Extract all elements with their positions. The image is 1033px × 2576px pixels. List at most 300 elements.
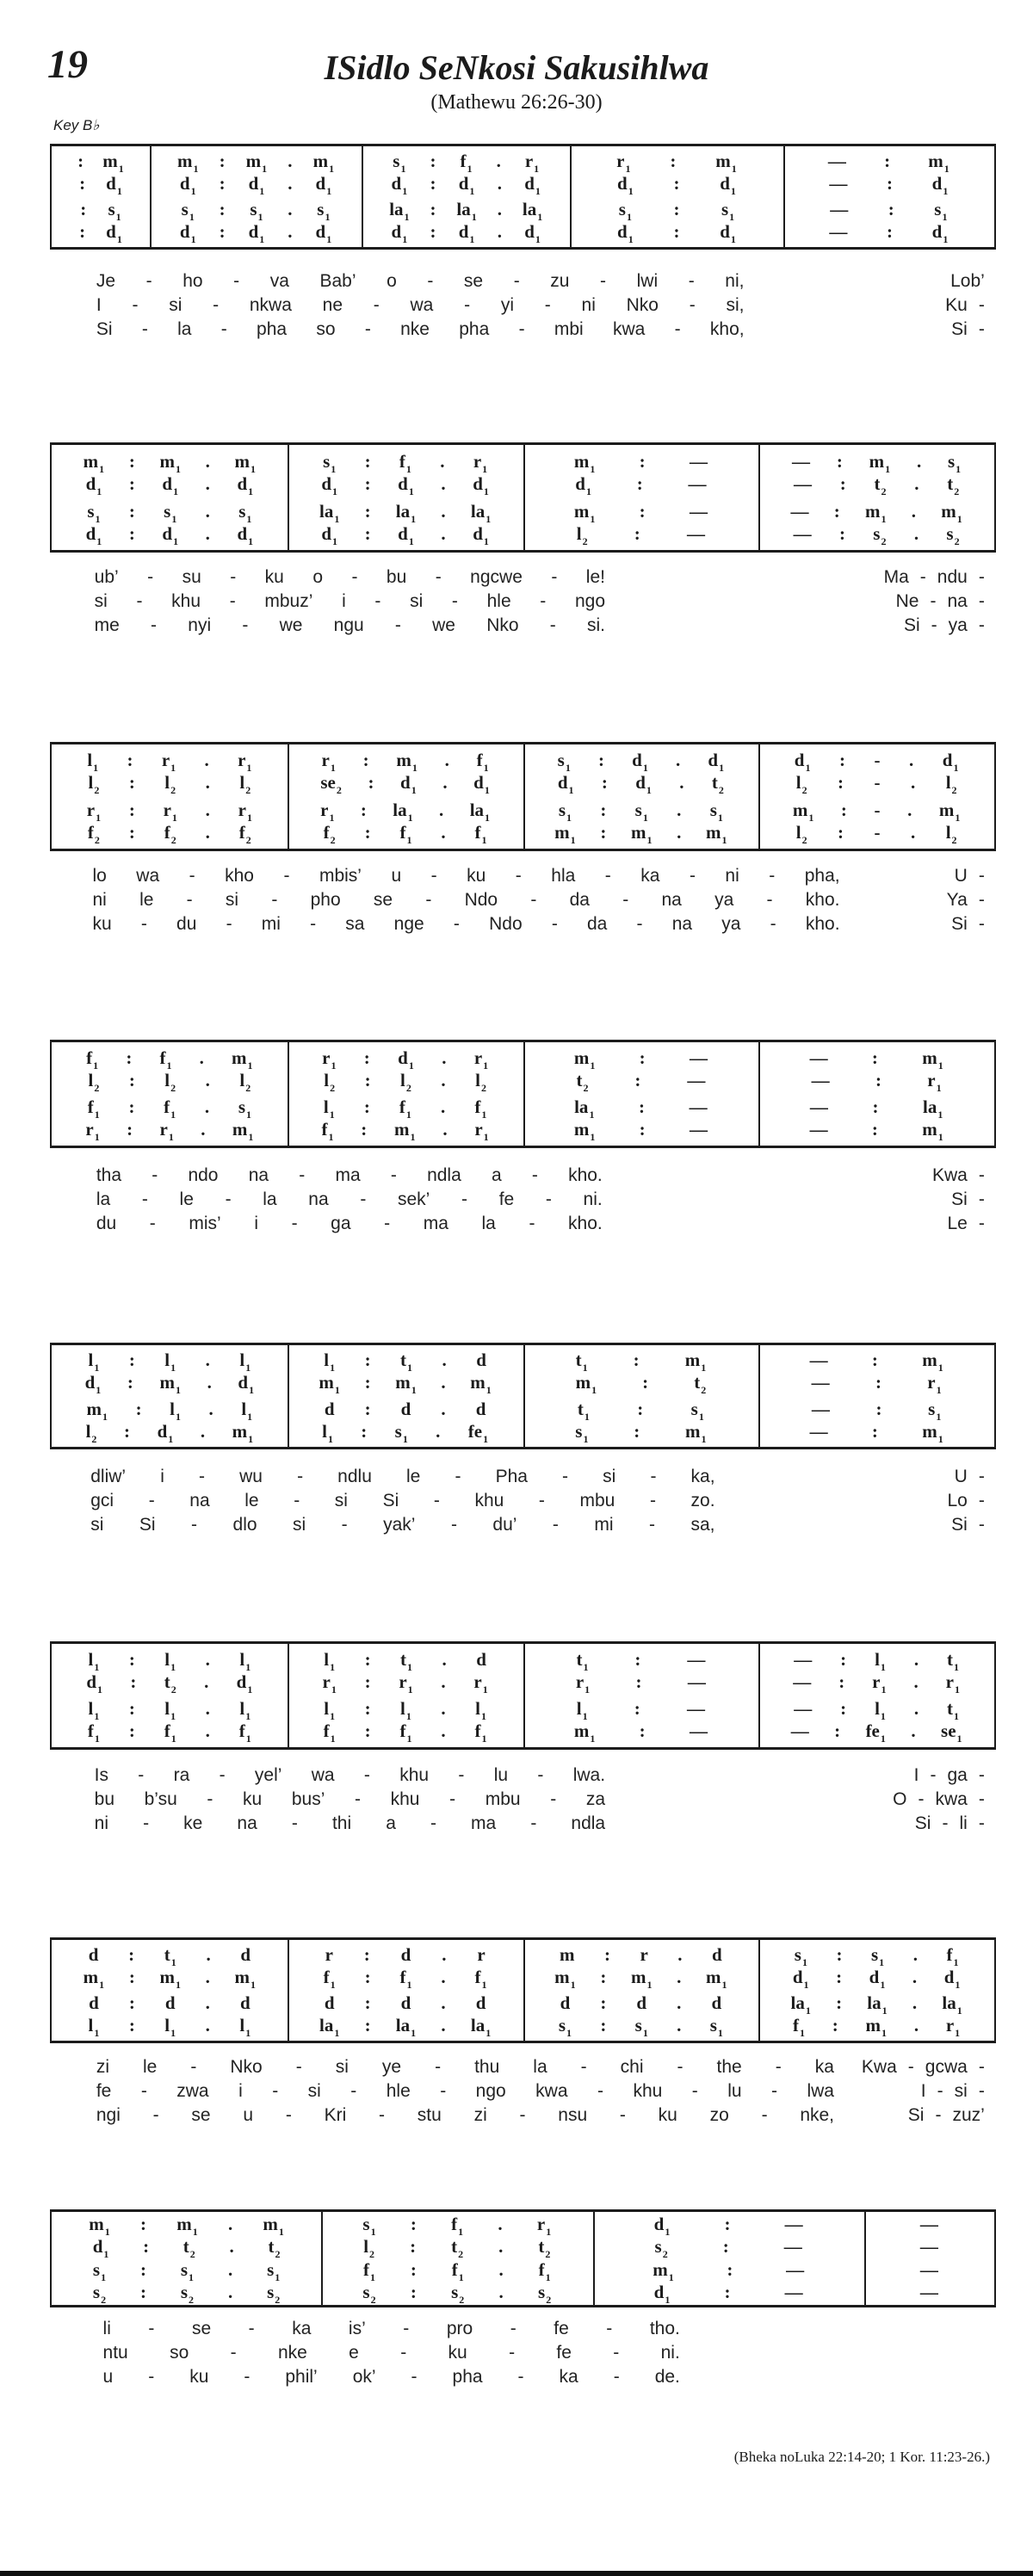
octave-subscript: 1 (570, 833, 576, 846)
solfa-token: $la_1$ (867, 1992, 888, 2017)
octave-subscript: 1 (408, 485, 414, 497)
solfa-token: $l_2$ (239, 772, 251, 797)
solfa-token: . (441, 1671, 446, 1692)
barline (758, 1940, 760, 2041)
octave-subscript: 1 (245, 2027, 251, 2040)
octave-subscript: 2 (480, 1081, 486, 1094)
solfa-token: . (498, 2235, 504, 2257)
solfa-token: $s_1$ (181, 199, 195, 224)
solfa-token: $se_2$ (320, 772, 342, 797)
lyric-syllable: Si (903, 615, 920, 635)
lyric-syllable: nke (277, 2343, 307, 2363)
measure (523, 1350, 759, 1374)
lyric-hyphen: - (285, 2105, 292, 2125)
lyric-syllable: zo (709, 2105, 729, 2125)
solfa-token: . (916, 450, 922, 472)
solfa-token: $r_1$ (322, 1047, 337, 1072)
solfa-token: $l_1$ (324, 1698, 336, 1723)
lyric-syllable: lwa (807, 2081, 834, 2101)
lyric-hyphen: - (341, 1515, 348, 1535)
solfa-token: . (913, 522, 919, 544)
octave-subscript: 1 (953, 1955, 959, 1968)
lyric-line (50, 866, 996, 890)
solfa-token: $l_1$ (88, 1698, 100, 1723)
octave-subscript: 1 (115, 211, 121, 224)
solfa-token: : (840, 1698, 847, 1720)
solfa-token: : (364, 1350, 371, 1371)
measure (150, 172, 362, 197)
solfa-token: . (441, 1372, 446, 1393)
octave-subscript: 1 (955, 1978, 961, 1991)
solfa-token: $l_1$ (88, 2015, 100, 2040)
solfa-token: . (441, 1698, 446, 1720)
solfa-token: $r_1$ (159, 1119, 174, 1144)
solfa-token: : (839, 473, 846, 494)
octave-subscript: 2 (718, 784, 724, 797)
solfa-token: $m_1$ (922, 1047, 943, 1072)
solfa-token: $t_1$ (577, 1398, 590, 1423)
solfa-token: $m_1$ (263, 2213, 284, 2238)
solfa-token: $l_1$ (475, 1698, 486, 1723)
lyric-hyphen: - (233, 271, 240, 291)
measure (570, 150, 782, 175)
solfa-token: $d_1$ (106, 172, 122, 197)
lyric-syllable: ni. (660, 2343, 680, 2363)
lyric-syllable: fe (554, 2319, 569, 2338)
barline (288, 1644, 289, 1747)
solfa-token: : (364, 821, 371, 843)
solfa-token: : (128, 1069, 135, 1090)
lyric-hyphen: - (540, 591, 547, 611)
measure (758, 1992, 994, 2017)
solfa-token: $m_1$ (706, 1966, 727, 1991)
lyric-syllable: Si (139, 1515, 156, 1535)
octave-subscript: 1 (585, 1683, 591, 1696)
solfa-token: $m_1$ (573, 1119, 596, 1144)
barline (783, 146, 785, 247)
solfa-token: . (436, 1420, 441, 1442)
octave-subscript: 1 (937, 1131, 943, 1144)
solfa-token: : (603, 1943, 610, 1965)
octave-subscript: 1 (175, 1384, 181, 1397)
voice-row (52, 172, 994, 195)
lyric-line (50, 1491, 996, 1515)
octave-subscript: 2 (881, 534, 887, 547)
lyric-syllable: wa (410, 295, 434, 315)
solfa-token: : (79, 172, 86, 194)
solfa-token: — (809, 1119, 828, 1140)
measure (783, 172, 994, 197)
lyric-hyphen: - (140, 914, 147, 934)
solfa-token: d (240, 1943, 251, 1965)
lyric-syllable: li (959, 1813, 968, 1833)
lyric-hyphen: - (191, 1515, 198, 1535)
lyric-right (908, 2105, 985, 2126)
solfa-token: $m_1$ (86, 1398, 108, 1423)
solfa-token: — (794, 1698, 813, 1720)
solfa-token: : (364, 1720, 371, 1742)
lyric-syllable: le (143, 2057, 158, 2077)
solfa-token: $m_1$ (319, 1372, 340, 1397)
solfa-token: . (498, 2282, 504, 2303)
barline (523, 1644, 525, 1747)
solfa-token: : (364, 2015, 371, 2036)
octave-subscript: 1 (259, 233, 265, 246)
solfa-token: $la_1$ (470, 2015, 492, 2040)
lyric-main (90, 1491, 714, 1511)
lyric-syllable: la (263, 1189, 277, 1209)
solfa-token: $d_1$ (92, 2235, 109, 2260)
octave-subscript: 2 (582, 534, 588, 547)
measure (52, 1398, 288, 1423)
solfa-token: . (441, 1398, 446, 1419)
solfa-token: $d_1$ (575, 473, 591, 497)
barline (288, 1042, 289, 1146)
lyric-hyphen: - (379, 2105, 386, 2125)
octave-subscript: 1 (116, 233, 122, 246)
lyric-syllable: fe (556, 2343, 572, 2363)
solfa-token: $d_1$ (391, 221, 408, 246)
lyric-syllable: Je (96, 271, 116, 291)
solfa-token: : (363, 1047, 370, 1068)
octave-subscript: 1 (192, 2225, 198, 2238)
lyric-syllable: la (177, 319, 192, 339)
barline (288, 1940, 289, 2041)
solfa-token: : (410, 2259, 417, 2281)
lyric-hyphen: - (138, 1765, 145, 1785)
solfa-token: $s_2$ (92, 2282, 107, 2307)
lyric-hyphen: - (530, 890, 537, 910)
solfa-token: $m_1$ (159, 1966, 181, 1991)
solfa-token: . (442, 1943, 447, 1965)
octave-subscript: 1 (954, 1710, 960, 1723)
lyric-syllable: Le (947, 1214, 968, 1233)
lyric-syllable: kho (225, 866, 254, 886)
octave-subscript: 1 (730, 184, 736, 197)
solfa-token: . (205, 450, 210, 472)
lyric-syllable: kho. (805, 890, 840, 910)
octave-subscript: 1 (698, 1410, 704, 1423)
solfa-token: . (497, 172, 502, 194)
lyric-line (50, 1765, 996, 1789)
solfa-token: $m_1$ (554, 1966, 576, 1991)
solfa-token: $d_1$ (794, 750, 811, 775)
solfa-token: . (441, 1992, 446, 2014)
solfa-token: : (634, 1069, 641, 1090)
solfa-token: $m_1$ (102, 150, 124, 175)
solfa-token: $d_1$ (942, 750, 959, 775)
solfa-token: . (205, 2015, 210, 2036)
solfa-token: — (790, 500, 809, 522)
solfa-token: $r_1$ (399, 1671, 413, 1696)
solfa-token: . (912, 1966, 918, 1987)
octave-subscript: 1 (103, 2247, 109, 2260)
solfa-token: : (634, 1648, 641, 1670)
lyric-syllable: ni, (725, 271, 745, 291)
solfa-token: : (639, 1119, 646, 1140)
solfa-token: $r_1$ (945, 2015, 961, 2040)
lyric-syllable: la (533, 2057, 547, 2077)
octave-subscript: 1 (458, 2225, 464, 2238)
lyric-syllable: u (243, 2105, 254, 2125)
measure (758, 522, 994, 547)
lyric-syllable: e (349, 2343, 359, 2363)
solfa-token: $l_1$ (323, 1096, 335, 1121)
solfa-token: d (88, 1943, 99, 1965)
solfa-token: : (639, 1096, 646, 1118)
lyric-syllable: ndu (937, 567, 968, 587)
octave-subscript: 1 (565, 762, 571, 775)
lyric-line (50, 1189, 996, 1214)
solfa-token: $s_1$ (634, 799, 648, 824)
solfa-token: : (838, 522, 845, 544)
solfa-token: $s_1$ (709, 2015, 723, 2040)
solfa-token: $m_1$ (470, 1372, 492, 1397)
octave-subscript: 1 (99, 1978, 105, 1991)
solfa-token: — (811, 1372, 830, 1393)
measure (758, 750, 994, 775)
solfa-token: . (288, 150, 293, 171)
solfa-token: . (439, 799, 444, 820)
measure (288, 1994, 523, 2012)
octave-subscript: 1 (956, 512, 962, 525)
octave-subscript: 1 (467, 162, 473, 175)
lyric-hyphen: - (545, 1189, 552, 1209)
solfa-token: — (689, 1720, 708, 1742)
solfa-token: $s_2$ (451, 2282, 465, 2307)
lyric-hyphen: - (425, 890, 432, 910)
octave-subscript: 2 (94, 1081, 100, 1094)
lyric-hyphen: - (433, 1491, 440, 1510)
lyric-syllable: Si (951, 1189, 968, 1209)
octave-subscript: 2 (189, 2247, 195, 2260)
solfa-token: . (441, 500, 446, 522)
solfa-token: $t_1$ (400, 1350, 413, 1374)
lyric-syllable: tha (96, 1165, 122, 1185)
lyric-syllable: ye (381, 2057, 402, 2077)
solfa-token: $m_1$ (159, 450, 181, 475)
solfa-token: $f_1$ (474, 1966, 487, 1991)
measure (758, 500, 994, 525)
solfa-token: $la_1$ (389, 199, 410, 224)
octave-subscript: 1 (568, 784, 574, 797)
solfa-token: $m_1$ (865, 500, 887, 525)
solfa-token: : (635, 1671, 642, 1692)
measure (52, 500, 288, 525)
measure (864, 2261, 994, 2279)
solfa-token: — (689, 1047, 708, 1068)
lyrics-block (50, 1165, 996, 1238)
octave-subscript: 1 (245, 1362, 251, 1374)
solfa-token: . (207, 1372, 212, 1393)
solfa-token: . (441, 473, 446, 494)
solfa-token: . (912, 1943, 918, 1965)
measure (362, 199, 570, 224)
solfa-token: — (687, 1069, 706, 1090)
measure (52, 2282, 321, 2307)
solfa-token: : (639, 500, 646, 522)
lyric-syllable: si (225, 890, 239, 910)
solfa-token: $m_1$ (394, 1119, 416, 1144)
octave-subscript: 1 (881, 2027, 888, 2040)
solfa-token: : (634, 1420, 640, 1442)
lyric-syllable: is’ (348, 2319, 366, 2338)
octave-subscript: 1 (168, 1131, 174, 1144)
lyric-hyphen: - (351, 567, 358, 587)
octave-subscript: 1 (584, 1410, 590, 1423)
solfa-token: $l_2$ (475, 1069, 486, 1094)
lyric-syllable: na (661, 890, 682, 910)
octave-subscript: 1 (331, 1059, 337, 1072)
solfa-token: . (227, 2213, 233, 2234)
solfa-token: $d_1$ (238, 1372, 255, 1397)
lyric-hyphen: - (350, 2081, 357, 2101)
octave-subscript: 1 (407, 1660, 413, 1673)
lyric-syllable: Nko (486, 615, 519, 635)
measure (288, 1119, 523, 1144)
solfa-token: $t_1$ (947, 1698, 960, 1723)
solfa-token: : (128, 522, 135, 544)
lyric-line (50, 914, 996, 938)
octave-subscript: 1 (471, 211, 477, 224)
lyric-line (50, 890, 996, 914)
lyric-hyphen: - (650, 1467, 657, 1486)
solfa-token: $m_1$ (715, 150, 737, 175)
solfa-token: $s_1$ (575, 1420, 589, 1445)
lyric-syllable: Kwa (861, 2057, 897, 2077)
lyric-hyphen: - (435, 2057, 442, 2077)
lyric-syllable: mbu (485, 1789, 521, 1809)
lyric-syllable: lwi (636, 271, 659, 291)
lyric-syllable: o (312, 567, 323, 587)
solfa-token: d (89, 1992, 99, 2014)
octave-subscript: 1 (104, 2225, 110, 2238)
lyric-hyphen: - (769, 866, 776, 886)
lyric-syllable: la (481, 1214, 496, 1233)
octave-subscript: 1 (590, 462, 596, 475)
lyric-syllable: the (716, 2057, 742, 2077)
solfa-token: $m_1$ (176, 150, 199, 175)
solfa-token: $s_1$ (928, 1398, 942, 1423)
lyric-main (92, 866, 839, 886)
lyric-syllable: Is (94, 1765, 108, 1785)
solfa-token: $m_1$ (83, 1966, 105, 1991)
solfa-token: d (324, 1992, 335, 2014)
lyric-syllable: ka (640, 866, 660, 886)
solfa-token: $f_1$ (460, 150, 473, 175)
measure (523, 1671, 759, 1696)
solfa-token: : (875, 1069, 881, 1090)
measure (758, 1943, 994, 1968)
measure (150, 150, 362, 175)
solfa-token: $f_1$ (159, 1047, 172, 1072)
lyric-hyphen: - (294, 1491, 300, 1510)
solfa-token: $d_1$ (236, 1671, 253, 1696)
solfa-token: $m_1$ (176, 2213, 198, 2238)
octave-subscript: 1 (406, 1733, 412, 1745)
solfa-token: : (872, 1096, 879, 1118)
octave-subscript: 1 (646, 1978, 653, 1991)
solfa-token: $m_1$ (684, 1420, 707, 1445)
octave-subscript: 2 (245, 784, 251, 797)
lyric-syllable: zu (550, 271, 570, 291)
lyric-hyphen: - (363, 1765, 370, 1785)
lyric-hyphen: - (394, 615, 401, 635)
solfa-token: : (833, 500, 840, 522)
lyric-hyphen: - (225, 1189, 232, 1209)
lyric-hyphen: - (242, 615, 249, 635)
solfa-token: — (784, 2282, 803, 2303)
lyric-hyphen: - (978, 890, 985, 910)
measure (570, 172, 782, 197)
solfa-token: d (324, 1398, 335, 1419)
octave-subscript: 1 (731, 162, 737, 175)
lyric-syllable: si (603, 1467, 616, 1486)
solfa-token: : (130, 1671, 137, 1692)
lyric-syllable: kwa (935, 1789, 968, 1809)
octave-subscript: 1 (330, 1660, 336, 1673)
solfa-token: $d_1$ (720, 221, 736, 246)
octave-subscript: 2 (336, 784, 342, 797)
solfa-token: $s_1$ (267, 2259, 281, 2284)
solfa-token: . (440, 450, 445, 472)
voice-row (52, 2213, 994, 2238)
lyric-right (951, 914, 985, 935)
lyric-hyphen: - (978, 295, 985, 315)
solfa-token: — (919, 2282, 938, 2303)
solfa-token: — (687, 1698, 705, 1720)
lyric-syllable: se (373, 890, 393, 910)
solfa-token: . (441, 522, 446, 544)
octave-subscript: 1 (175, 1410, 181, 1423)
lyric-hyphen: - (580, 2057, 587, 2077)
solfa-token: : (598, 750, 604, 771)
lyric-syllable: sek’ (397, 1189, 430, 1209)
octave-subscript: 1 (626, 211, 632, 224)
lyric-hyphen: - (771, 2081, 778, 2101)
octave-subscript: 1 (483, 534, 489, 547)
lyric-hyphen: - (907, 2057, 914, 2077)
lyric-hyphen: - (141, 319, 148, 339)
octave-subscript: 1 (171, 512, 177, 525)
lyric-syllable: ke (183, 1813, 203, 1833)
measure (52, 1119, 288, 1144)
solfa-token: — (687, 1648, 706, 1670)
solfa-token: . (441, 1720, 446, 1742)
octave-subscript: 1 (329, 811, 335, 824)
solfa-token: $d_1$ (931, 221, 949, 246)
measure (523, 1096, 759, 1121)
octave-subscript: 1 (329, 162, 335, 175)
measure (52, 1047, 288, 1072)
measure (758, 1648, 994, 1673)
lyric-syllable: Ya (946, 890, 968, 910)
solfa-token: $s_1$ (690, 1398, 704, 1423)
lyric-line (50, 295, 996, 319)
lyric-syllable: Si (907, 2105, 925, 2125)
measure (523, 450, 759, 475)
solfa-token: : (838, 821, 844, 843)
lyric-syllable: ni (94, 1813, 108, 1833)
stave (52, 150, 994, 195)
lyric-hyphen: - (450, 1515, 457, 1535)
solfa-token: $m_1$ (869, 450, 891, 475)
lyric-syllable: I (920, 2081, 926, 2101)
solfa-token: : (875, 1372, 881, 1393)
solfa-token: : (128, 1992, 135, 2014)
solfa-token: $s_1$ (394, 1420, 408, 1445)
octave-subscript: 1 (483, 762, 489, 775)
